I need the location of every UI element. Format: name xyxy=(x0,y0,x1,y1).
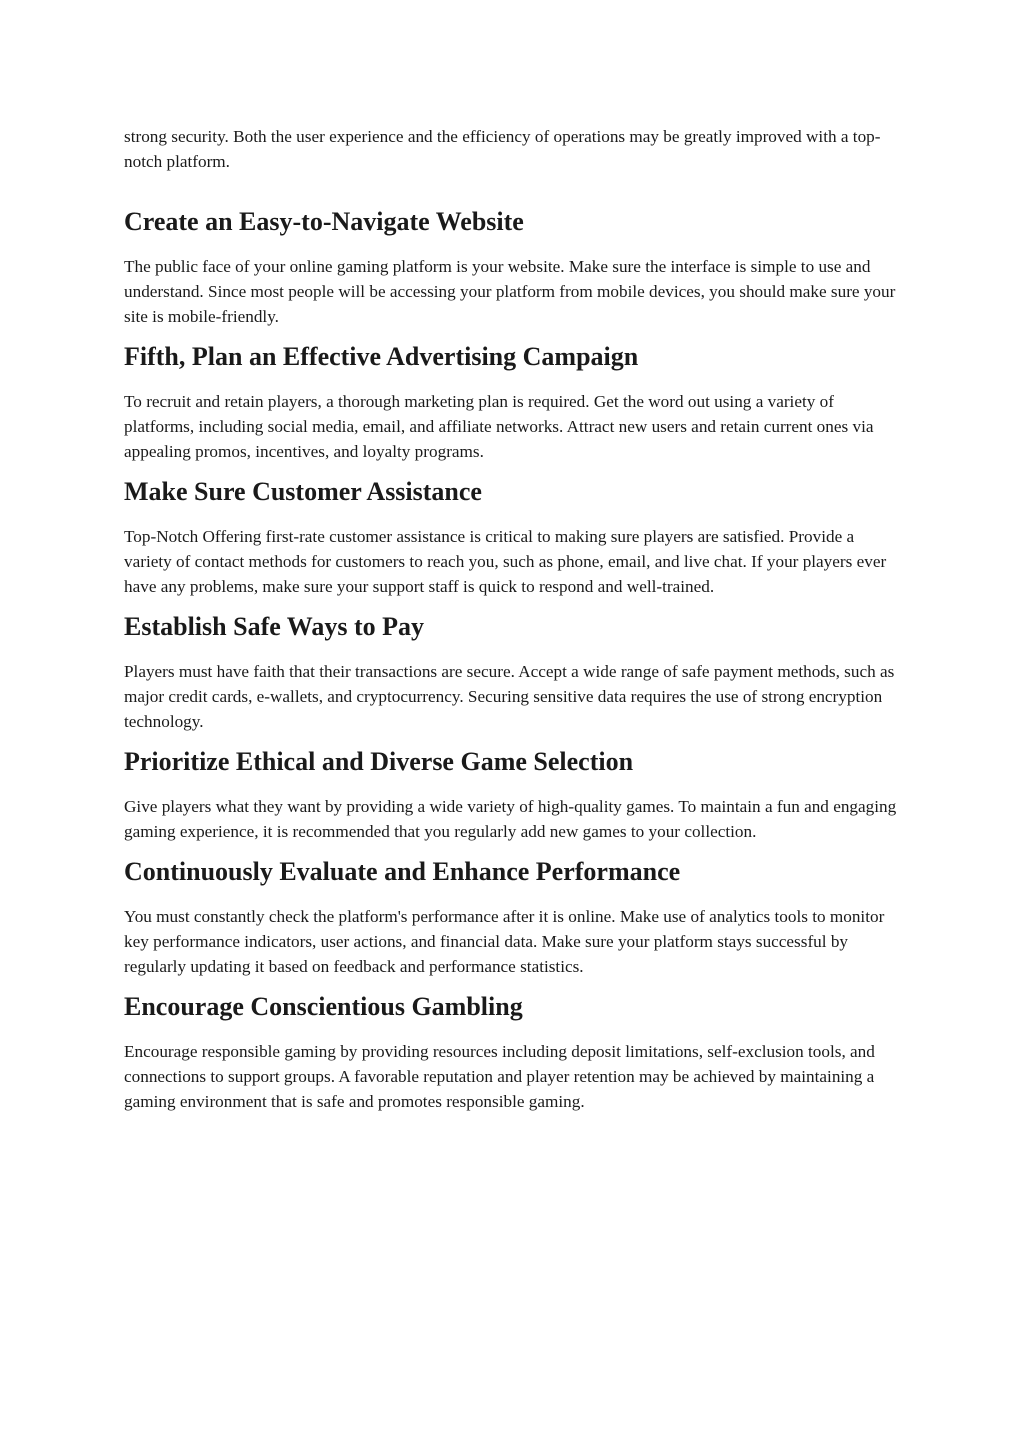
section-heading: Create an Easy-to-Navigate Website xyxy=(124,207,524,236)
section-paragraph: Give players what they want by providing a wide variety of high-quality games. To maintain a fun and engaging gaming experience, it is recommended that you regularly add new games to your collection. xyxy=(124,797,897,841)
section-heading: Make Sure Customer Assistance xyxy=(124,477,482,506)
document-page xyxy=(124,124,904,1114)
section-heading: Prioritize Ethical and Diverse Game Selection xyxy=(124,747,634,776)
section-heading: Encourage Conscientious Gambling xyxy=(124,992,523,1021)
section-paragraph: Top-Notch Offering first-rate customer assistance is critical to making sure players are satisfied. Provide a variety of contact methods for customers to reach you, such as phone, email, and live chat. If your players ever have any problems, make sure your support staff is quick to respond and well-trained. xyxy=(124,527,887,596)
section-paragraph: Players must have faith that their transactions are secure. Accept a wide range of safe payment methods, such as major credit cards, e-wallets, and cryptocurrency. Securing sensitive data requires the use of strong encryption technology. xyxy=(124,662,895,731)
section-game-selection xyxy=(124,746,904,844)
section-paragraph: The public face of your online gaming platform is your website. Make sure the interface is simple to use and understand. Since most people will be accessing your platform from mobile devices, you should make sure your site is mobile-friendly. xyxy=(124,257,896,326)
section-performance xyxy=(124,856,904,979)
intro-paragraph: strong security. Both the user experience and the efficiency of operations may be greatly improved with a top-notch platform. xyxy=(124,127,881,171)
section-customer-assistance xyxy=(124,476,904,599)
section-paragraph: Encourage responsible gaming by providing resources including deposit limitations, self-exclusion tools, and connections to support groups. A favorable reputation and player retention may be achieved by maintaining a gaming environment that is safe and promotes responsible gaming. xyxy=(124,1042,875,1111)
section-website xyxy=(124,206,904,329)
section-heading: Establish Safe Ways to Pay xyxy=(124,612,425,641)
section-heading: Continuously Evaluate and Enhance Performance xyxy=(124,857,681,886)
section-payments xyxy=(124,611,904,734)
section-paragraph: You must constantly check the platform's performance after it is online. Make use of analytics tools to monitor key performance indicators, user actions, and financial data. Make sure your platform stays successful by regularly updating it based on feedback and performance statistics. xyxy=(124,907,885,976)
section-advertising xyxy=(124,341,904,464)
section-heading: Fifth, Plan an Effective Advertising Campaign xyxy=(124,342,639,371)
section-responsible-gambling xyxy=(124,991,904,1114)
section-paragraph: To recruit and retain players, a thorough marketing plan is required. Get the word out using a variety of platforms, including social media, email, and affiliate networks. Attract new users and retain current ones via appealing promos, incentives, and loyalty programs. xyxy=(124,392,874,461)
